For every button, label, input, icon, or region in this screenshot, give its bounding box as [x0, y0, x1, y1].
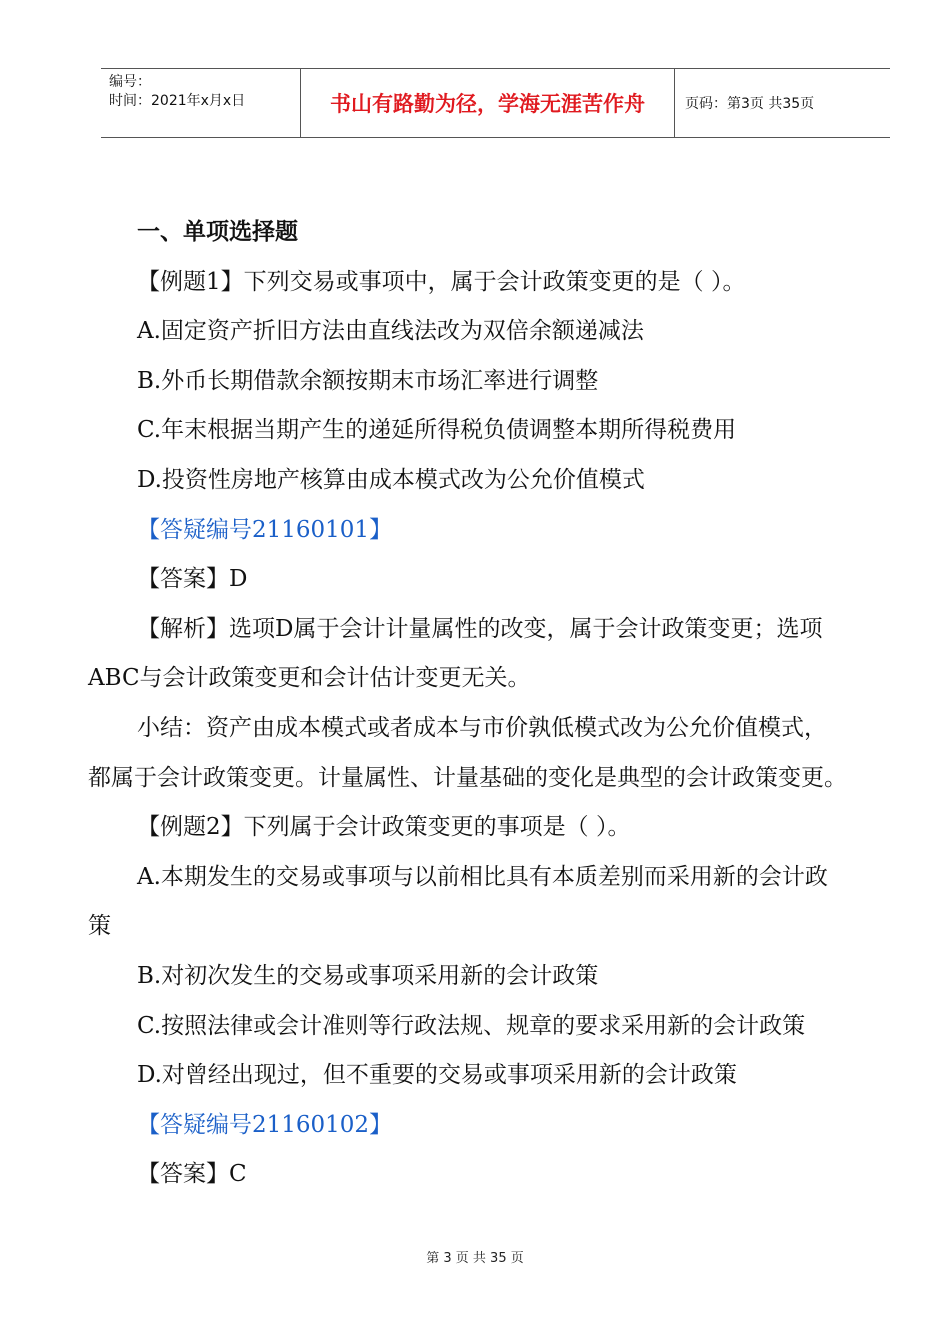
question-1-answer: 【答案】D	[137, 566, 248, 593]
question-1-option-d: D.投资性房地产核算由成本模式改为公允价值模式	[137, 466, 645, 493]
header-motto: 书山有路勤为径，学海无涯苦作舟	[301, 69, 675, 137]
question-1-option-a: A.固定资产折旧方法由直线法改为双倍余额递减法	[137, 318, 644, 345]
header-page-label: 页码：第3页 共35页	[685, 96, 815, 112]
question-1-option-c: C.年末根据当期产生的递延所得税负债调整本期所得税费用	[137, 417, 737, 444]
question-2-option-b: B.对初次发生的交易或事项采用新的会计政策	[137, 962, 599, 989]
question-2-option-c: C.按照法律或会计准则等行政法规、规章的要求采用新的会计政策	[137, 1012, 806, 1039]
section-heading: 一、单项选择题	[137, 219, 298, 245]
number-label: 编号：	[109, 74, 151, 90]
question-2-qa-number[interactable]: 【答疑编号21160102】	[137, 1111, 393, 1138]
date-label: 时间：2021年x月x日	[109, 93, 246, 109]
question-2-option-d: D.对曾经出现过，但不重要的交易或事项采用新的会计政策	[137, 1062, 737, 1089]
summary-line-2: 都属于会计政策变更。计量属性、计量基础的变化是典型的会计政策变更。	[88, 764, 847, 791]
question-1-analysis-line-2: ABC与会计政策变更和会计估计变更无关。	[88, 665, 531, 692]
question-1-option-b: B.外币长期借款余额按期末市场汇率进行调整	[137, 367, 599, 394]
document-body	[88, 208, 910, 1200]
question-2-stem: 【例题2】下列属于会计政策变更的事项是（ ）。	[137, 814, 631, 841]
page-header	[101, 68, 890, 138]
question-1-analysis-line-1: 【解析】选项D属于会计计量属性的改变，属于会计政策变更；选项	[137, 615, 823, 642]
question-2-answer: 【答案】C	[137, 1161, 247, 1188]
question-1-stem: 【例题1】下列交易或事项中，属于会计政策变更的是（ ）。	[137, 268, 746, 295]
question-2-option-a-line-2: 策	[88, 913, 111, 940]
header-meta	[101, 69, 301, 137]
question-2-option-a-line-1: A.本期发生的交易或事项与以前相比具有本质差别而采用新的会计政	[137, 863, 828, 890]
page-footer: 第 3 页 共 35 页	[426, 1251, 524, 1266]
question-1-qa-number[interactable]: 【答疑编号21160101】	[137, 516, 393, 543]
summary-line-1: 小结：资产由成本模式或者成本与市价孰低模式改为公允价值模式，	[137, 714, 827, 741]
